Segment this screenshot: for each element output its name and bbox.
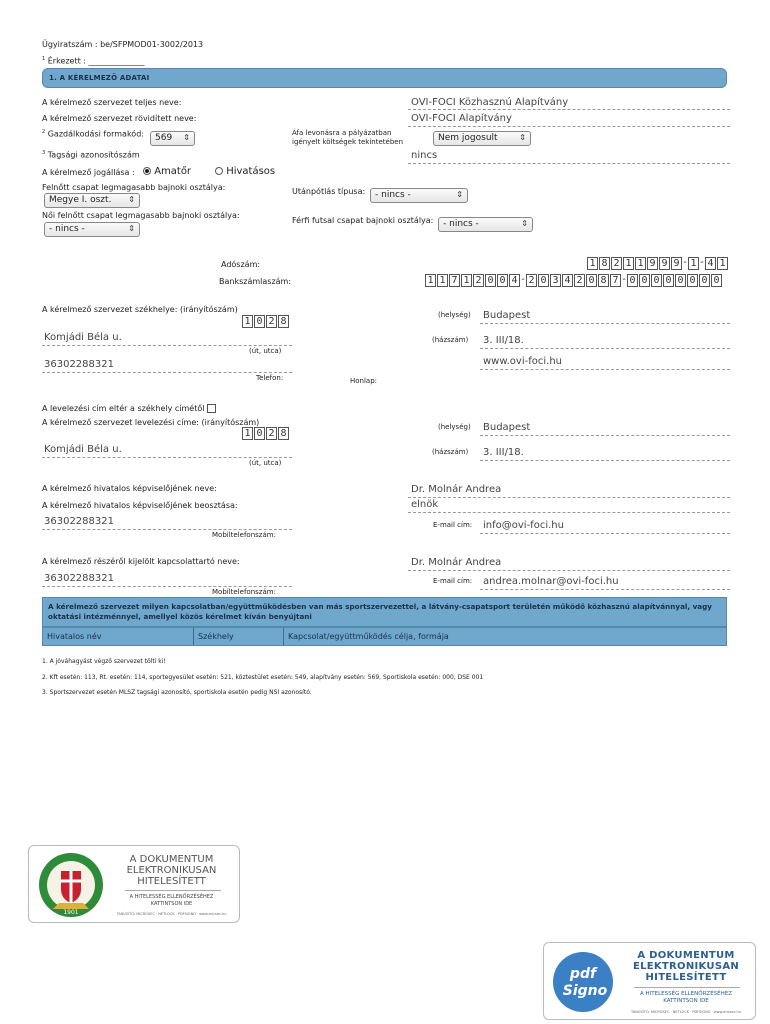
bank-digit-box[interactable]: 0: [711, 274, 722, 287]
full-name-field[interactable]: OVI-FOCI Közhasznú Alapítvány: [408, 97, 730, 110]
felnott-select[interactable]: Megye I. oszt. ⇕: [44, 193, 140, 208]
stamp-right-sub1: A HITELESSÉG ELLENŐRZÉSÉHEZ: [639, 991, 733, 997]
bank-digit-box[interactable]: 7: [449, 274, 460, 287]
rep-mobile-field[interactable]: 36302288321: [42, 516, 292, 530]
seat-street-field[interactable]: Komjádi Béla u.: [42, 332, 292, 346]
mail-zip-digit-box[interactable]: 0: [254, 427, 265, 440]
contact-email-field[interactable]: andrea.molnar@ovi-foci.hu: [480, 576, 730, 590]
bank-digit-box[interactable]: 0: [639, 274, 650, 287]
seat-phone-label: Telefon:: [256, 374, 284, 382]
bank-digit-box[interactable]: 0: [627, 274, 638, 287]
seat-zip-digit-box[interactable]: 1: [242, 315, 253, 328]
jogallas-label: A kérelmező jogállása :: [42, 168, 135, 177]
rep-name-field[interactable]: Dr. Molnár Andrea: [408, 484, 730, 498]
seat-zip-digit-box[interactable]: 0: [254, 315, 265, 328]
footnote-3: 3. Sportszervezet esetén MLSZ tagsági azonosító, sportiskola esetén pedig NSI azonosító.: [42, 689, 312, 696]
auth-stamp-left[interactable]: [28, 845, 240, 923]
mail-differs-checkbox[interactable]: [207, 404, 216, 413]
auth-stamp-right[interactable]: [543, 942, 756, 1020]
bank-digit-box[interactable]: 0: [651, 274, 662, 287]
radio-off-icon: [215, 167, 223, 175]
svg-text:pdf: pdf: [569, 966, 597, 982]
seat-zip-digit-box[interactable]: 2: [266, 315, 277, 328]
tagsagi-field[interactable]: nincs: [408, 150, 730, 164]
afa-select[interactable]: Nem jogosult ⇕: [433, 131, 531, 146]
stamp-right-line3: HITELESÍTETT: [645, 972, 727, 983]
contact-email-label: E-mail cím:: [433, 577, 473, 585]
received-line: $^1$ Érkezett : ______________: [42, 56, 145, 66]
rep-mobile-label: Mobiltelefonszám:: [212, 531, 276, 539]
seat-city-label: (helység): [438, 311, 471, 319]
seat-phone-field[interactable]: 36302288321: [42, 359, 292, 373]
mail-differs-label: A levelezési cím eltér a székhely címétől: [42, 404, 216, 413]
bank-digit-box[interactable]: 0: [586, 274, 597, 287]
contact-mobile-field[interactable]: 36302288321: [42, 573, 292, 587]
updown-icon: ⇕: [521, 219, 528, 228]
bank-digit-box[interactable]: 1: [437, 274, 448, 287]
mail-street-field[interactable]: Komjádi Béla u.: [42, 444, 292, 458]
adoszam-digit-box[interactable]: 1: [635, 257, 646, 270]
mail-city-field[interactable]: Budapest: [480, 422, 730, 436]
updown-icon: ⇕: [128, 224, 135, 233]
stamp-left-sub1: A HITELESSÉG ELLENŐRZÉSÉHEZ: [129, 894, 214, 900]
seat-city-field[interactable]: Budapest: [480, 310, 730, 324]
noi-select[interactable]: - nincs - ⇕: [44, 222, 140, 237]
mail-house-label: (házszám): [432, 448, 469, 456]
gazd-label: $^2$ Gazdálkodási formakód:: [42, 129, 144, 139]
seal-icon: [37, 851, 105, 919]
ferfi-select[interactable]: - nincs - ⇕: [438, 217, 533, 232]
seat-web-field[interactable]: www.ovi-foci.hu: [480, 356, 730, 370]
seat-zip-digit-box[interactable]: 8: [278, 315, 289, 328]
afa-label-1: Áfa levonásra a pályázatban: [292, 129, 392, 137]
stamp-left-line2: ELEKTRONIKUSAN: [126, 865, 217, 876]
updown-icon: ⇕: [519, 133, 526, 142]
contact-name-field[interactable]: Dr. Molnár Andrea: [408, 557, 730, 571]
bank-digit-box[interactable]: 0: [675, 274, 686, 287]
seat-label: A kérelmező szervezet székhelye: (irányítószám): [42, 305, 238, 314]
tagsagi-label: $^3$ Tagsági azonosítószám: [42, 150, 140, 160]
bank-digit-box[interactable]: 3: [550, 274, 561, 287]
gazd-select[interactable]: 569 ⇕: [150, 131, 195, 146]
mail-zip-boxes[interactable]: [241, 427, 289, 440]
stamp-right-tiny: TANÚSÍTÓ: MICROSEC · NETLOCK · PDFSIGNO · www.micsec.hu: [631, 1010, 741, 1014]
bank-boxes[interactable]: 1 1 7 1 2 0 0 4 - 2 0 3 4 2 0 8 7 - 0 0 0 0 0 0 0 0: [424, 274, 722, 287]
coop-col-seat: Székhely: [198, 632, 234, 641]
bank-digit-box[interactable]: 1: [461, 274, 472, 287]
coop-col-purpose: Kapcsolat/együttműködés célja, formája: [288, 632, 449, 641]
bank-digit-box[interactable]: 0: [538, 274, 549, 287]
seat-street-label: (út, utca): [249, 347, 282, 355]
adoszam-digit-box[interactable]: 8: [599, 257, 610, 270]
stamp-left-line1: A DOKUMENTUM: [129, 854, 214, 865]
adoszam-digit-box[interactable]: 4: [705, 257, 716, 270]
updown-icon: ⇕: [128, 195, 135, 204]
svg-text:1901: 1901: [63, 909, 79, 916]
footnote-2: 2. Kft esetén: 113, Rt. esetén: 114, sportegyesület esetén: 521, köztestület esetén: 549, alapítvány esetén: 569, Sportiskola esetén: 000, DSE 001: [42, 674, 484, 681]
seat-house-label: (házszám): [432, 336, 469, 344]
file-number: Ügyiratszám : be/SFPMOD01-3002/2013: [42, 40, 204, 49]
stamp-right-sub2: KATTINTSON IDE: [663, 998, 709, 1004]
mail-zip-digit-box[interactable]: 1: [242, 427, 253, 440]
noi-label: Női felnőtt csapat legmagasabb bajnoki osztálya:: [42, 211, 240, 220]
mail-label: A kérelmező szervezet levelezési címe: (irányítószám): [42, 418, 260, 427]
bank-digit-box[interactable]: 0: [485, 274, 496, 287]
adoszam-digit-box[interactable]: 2: [611, 257, 622, 270]
rep-email-field[interactable]: info@ovi-foci.hu: [480, 520, 730, 534]
short-name-label: A kérelmező szervezet rövidített neve:: [42, 114, 197, 123]
footnote-1: 1. A jóváhagyást végző szervezet tölti ki!: [42, 658, 166, 665]
bank-digit-box[interactable]: 0: [663, 274, 674, 287]
rep-role-label: A kérelmező hivatalos képviselőjének beosztása:: [42, 501, 238, 510]
seat-house-field[interactable]: 3. III/18.: [480, 335, 730, 349]
bank-digit-box[interactable]: 2: [526, 274, 537, 287]
bank-digit-box[interactable]: 2: [574, 274, 585, 287]
rep-role-field[interactable]: elnök: [408, 499, 730, 513]
stamp-left-sub2: KATTINTSON IDE: [150, 901, 193, 907]
adoszam-digit-box[interactable]: 1: [688, 257, 699, 270]
coop-table-header: [42, 627, 727, 646]
rep-name-label: A kérelmező hivatalos képviselőjének neve:: [42, 484, 217, 493]
short-name-field[interactable]: OVI-FOCI Alapítvány: [408, 113, 730, 127]
mail-city-label: (helység): [438, 423, 471, 431]
bank-label: Bankszámlaszám:: [219, 277, 292, 286]
adoszam-digit-box[interactable]: 9: [671, 257, 682, 270]
mail-street-label: (út, utca): [249, 459, 282, 467]
bank-digit-box[interactable]: 4: [562, 274, 573, 287]
adoszam-digit-box[interactable]: 9: [647, 257, 658, 270]
stamp-left-tiny: TANÚSÍTÓ: MICROSEC · NETLOCK · PDFSIGNO · www.micsec.hu: [116, 912, 227, 916]
bank-digit-box[interactable]: 0: [687, 274, 698, 287]
contact-label: A kérelmező részéről kijelölt kapcsolattartó neve:: [42, 557, 240, 566]
adoszam-label: Adószám:: [221, 260, 261, 269]
seat-web-label: Honlap:: [350, 377, 378, 385]
updown-icon: ⇕: [456, 190, 463, 199]
bank-digit-box[interactable]: 4: [509, 274, 520, 287]
bank-digit-box[interactable]: 0: [497, 274, 508, 287]
radio-on-icon: [143, 167, 151, 175]
rep-email-label: E-mail cím:: [433, 521, 473, 529]
mail-house-field[interactable]: 3. III/18.: [480, 447, 730, 461]
mail-zip-digit-box[interactable]: 2: [266, 427, 277, 440]
bank-digit-box[interactable]: 0: [699, 274, 710, 287]
svg-text:Signo: Signo: [562, 983, 608, 999]
utanpotlas-select[interactable]: - nincs - ⇕: [370, 188, 468, 203]
adoszam-boxes[interactable]: 1 8 2 1 1 9 9 9 - 1 - 4 1: [586, 257, 728, 270]
bank-digit-box[interactable]: 1: [425, 274, 436, 287]
bank-digit-box[interactable]: 7: [610, 274, 621, 287]
section-1-header: 1. A KÉRELMEZŐ ADATAI: [42, 68, 727, 88]
coop-header: A kérelmező szervezet milyen kapcsolatban/együttműködésben van más sportszervezettel, a látvány-csapatsport területén működő közhasznú alapítvánnyal, vagy oktatási intézménnyel, amellyel közös kérelmet kíván benyújtani: [42, 597, 727, 627]
contact-mobile-label: Mobiltelefonszám:: [212, 588, 276, 596]
adoszam-digit-box[interactable]: 1: [587, 257, 598, 270]
pdfsigno-logo-icon: [549, 951, 617, 1013]
stamp-right-line2: ELEKTRONIKUSAN: [632, 961, 740, 972]
adoszam-digit-box[interactable]: 1: [717, 257, 728, 270]
radio-amator[interactable]: Amatőr: [143, 166, 191, 177]
updown-icon: ⇕: [183, 133, 190, 142]
stamp-right-line1: A DOKUMENTUM: [637, 950, 735, 961]
adoszam-digit-box[interactable]: 1: [623, 257, 634, 270]
full-name-label: A kérelmező szervezet teljes neve:: [42, 98, 182, 107]
seat-zip-boxes[interactable]: [241, 315, 289, 328]
mail-zip-digit-box[interactable]: 8: [278, 427, 289, 440]
coop-col-name: Hivatalos név: [47, 632, 102, 641]
afa-label-2: igényelt költségek tekintetében: [292, 138, 404, 146]
adoszam-digit-box[interactable]: 9: [659, 257, 670, 270]
bank-digit-box[interactable]: 2: [473, 274, 484, 287]
felnott-label: Felnőtt csapat legmagasabb bajnoki osztálya:: [42, 183, 226, 192]
ferfi-label: Férfi futsal csapat bajnoki osztálya:: [292, 216, 434, 225]
bank-digit-box[interactable]: 8: [598, 274, 609, 287]
stamp-left-line3: HITELESÍTETT: [137, 876, 206, 887]
radio-hivatasos[interactable]: Hivatásos: [215, 166, 275, 177]
utanpotlas-label: Utánpótlás típusa:: [292, 187, 366, 196]
